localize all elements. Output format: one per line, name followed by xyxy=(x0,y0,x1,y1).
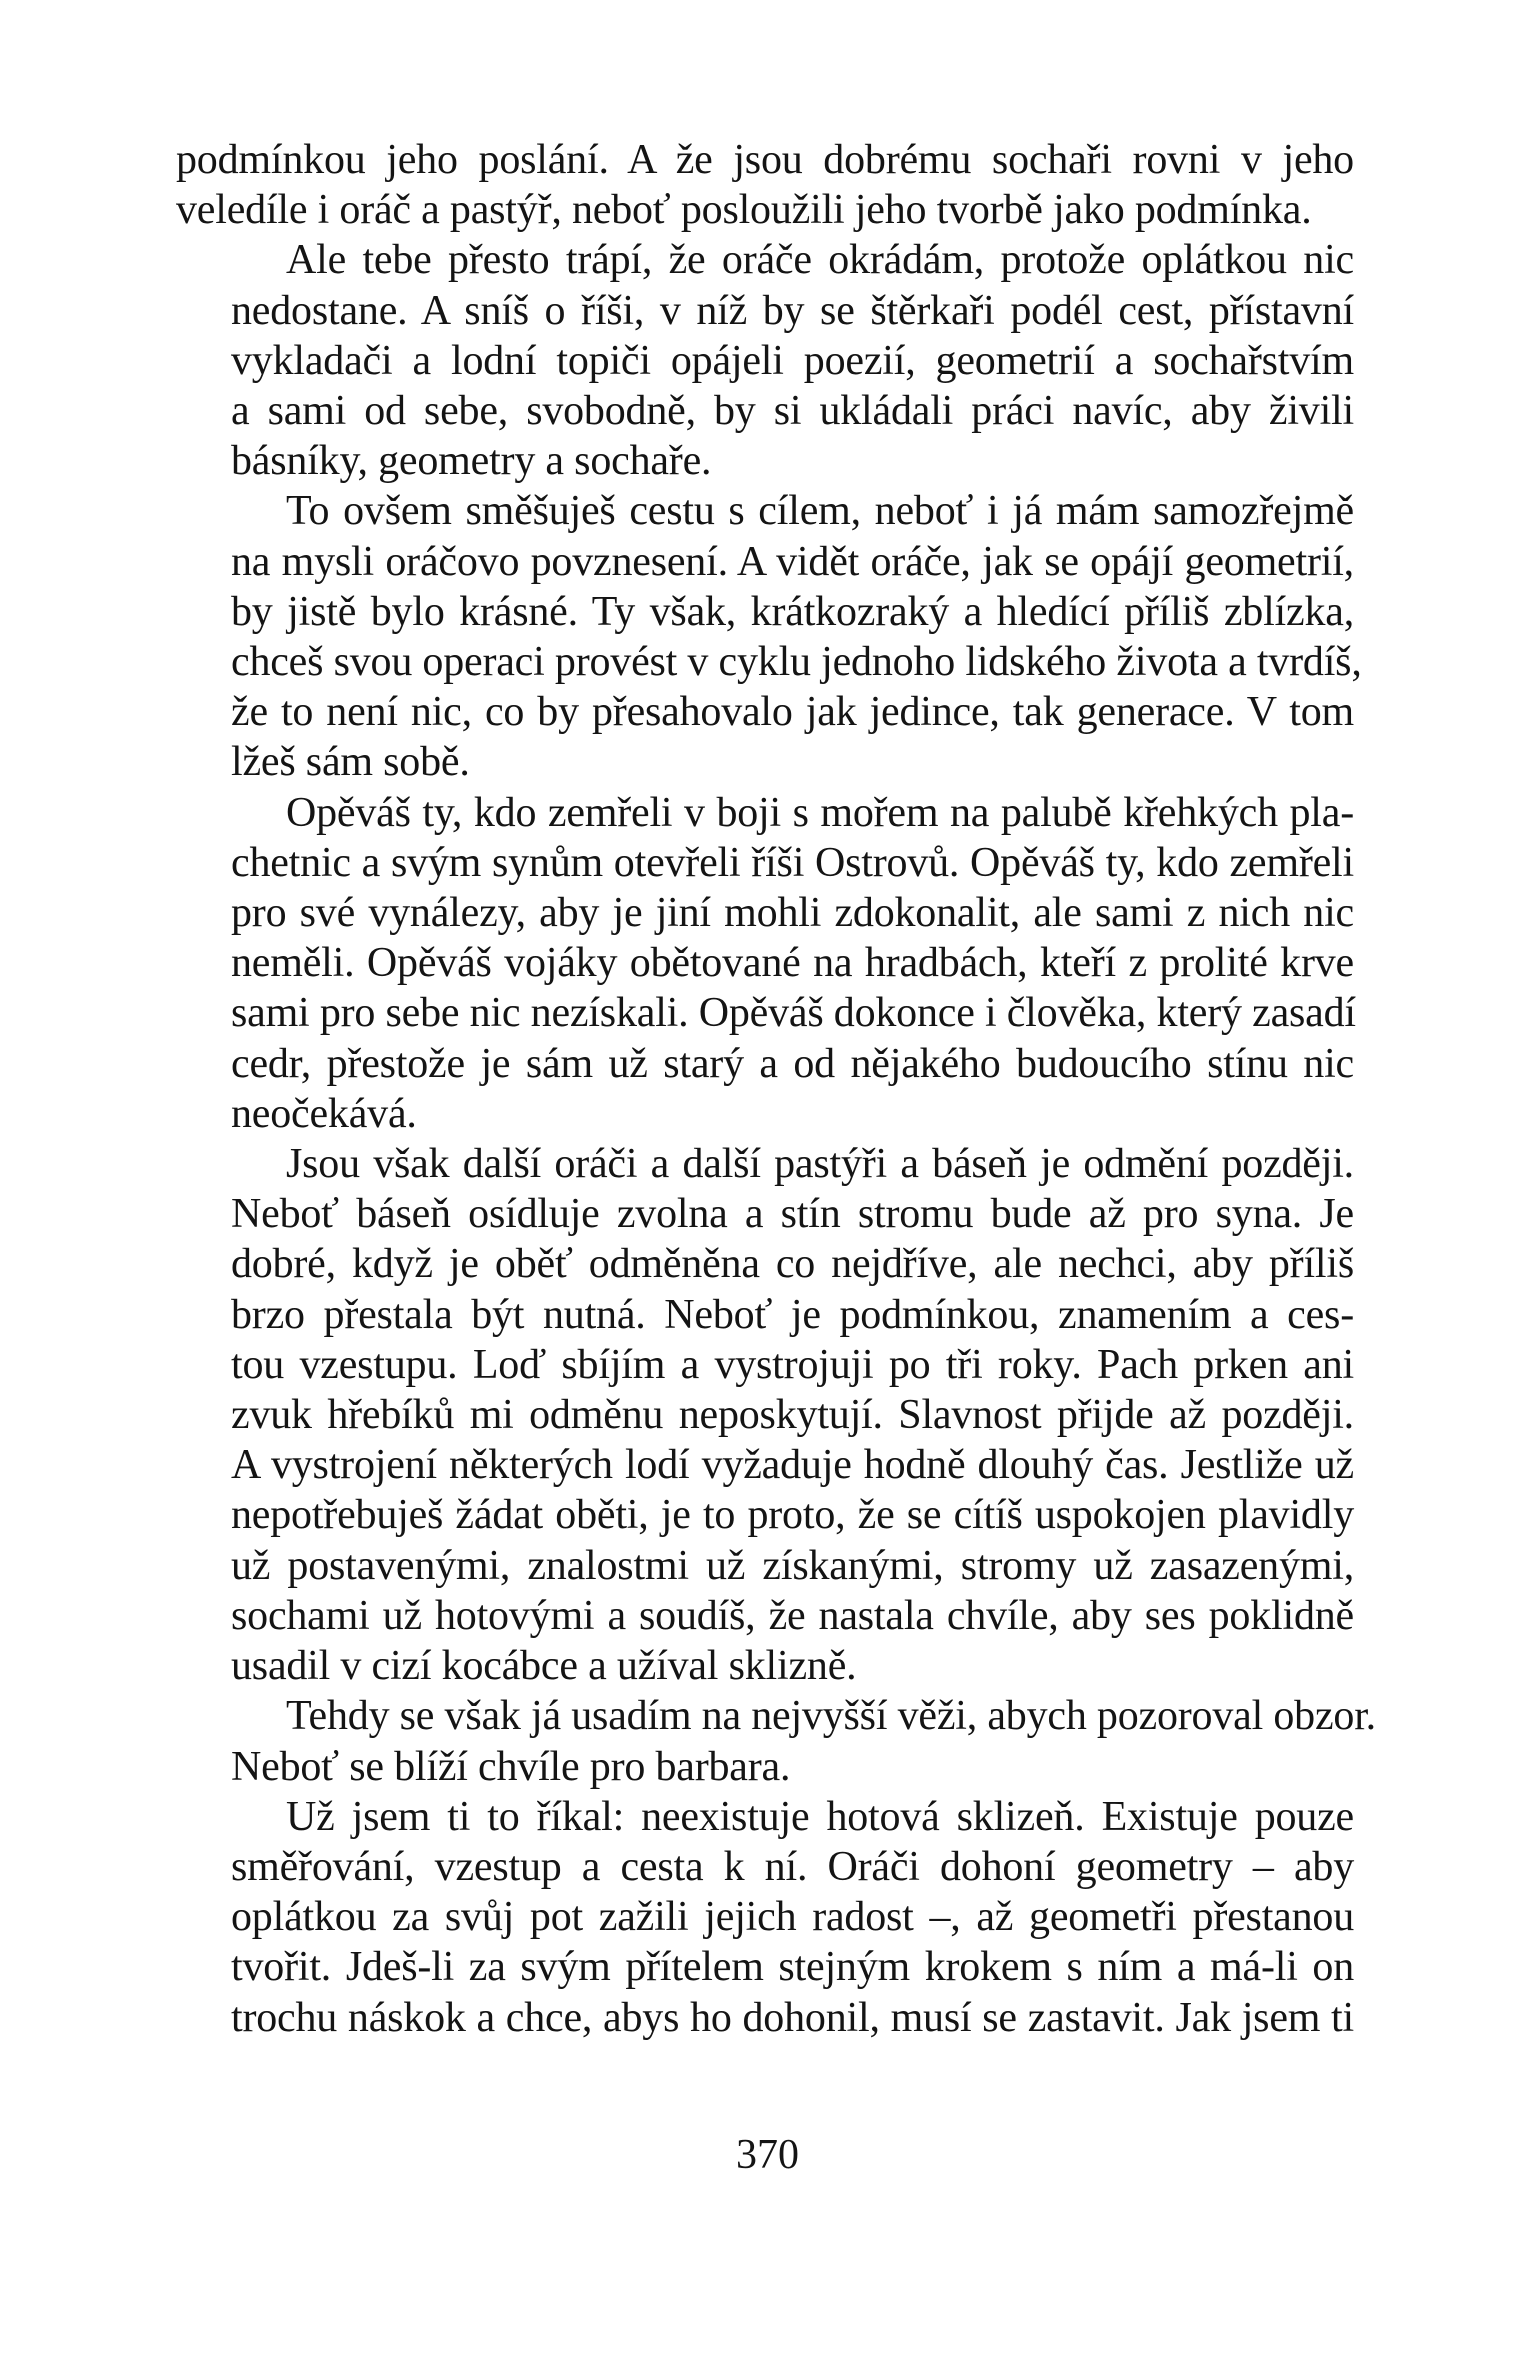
text-line: podmínkou jeho poslání. A že jsou dobrému sochaři rovni v jeho xyxy=(176,137,1354,183)
text-line: tvořit. Jdeš-li za svým přítelem stejným krokem s ním a má-li on xyxy=(231,1944,1354,1991)
text-line: dobré, když je oběť odměněna co nejdříve, ale nechci, aby příliš xyxy=(231,1241,1354,1288)
text-line: směřování, vzestup a cesta k ní. Oráči dohoní geometry – aby xyxy=(231,1843,1354,1890)
text-line: by jistě bylo krásné. Ty však, krátkozraký a hledící příliš zblízka, xyxy=(231,588,1354,635)
text-line: oplátkou za svůj pot zažili jejich radost –, až geometři přestanou xyxy=(231,1894,1354,1941)
text-line: brzo přestala být nutná. Neboť je podmínkou, znamením a ces- xyxy=(231,1291,1354,1338)
text-line: Neboť se blíží chvíle pro barbara. xyxy=(231,1743,791,1790)
text-line: sami pro sebe nic nezískali. Opěváš dokonce i člověka, který zasadí xyxy=(231,990,1356,1037)
text-line: chetnic a svým synům otevřeli říši Ostrovů. Opěváš ty, kdo zemřeli xyxy=(231,839,1354,886)
text-line: Neboť báseň osídluje zvolna a stín stromu bude až pro syna. Je xyxy=(231,1191,1354,1238)
text-line: trochu náskok a chce, abys ho dohonil, musí se zastavit. Jak jsem ti xyxy=(231,1994,1354,2041)
text-line: vykladači a lodní topiči opájeli poezií, geometrií a sochařstvím xyxy=(231,337,1354,384)
text-line: veledíle i oráč a pastýř, neboť posloužili jeho tvorbě jako podmínka. xyxy=(176,187,1312,234)
paragraph-6 xyxy=(176,1691,1376,1791)
text-line: lžeš sám sobě. xyxy=(231,739,470,786)
paragraph-5 xyxy=(176,1139,1354,1691)
text-line: A vystrojení některých lodí vyžaduje hodně dlouhý čas. Jestliže už xyxy=(231,1442,1354,1489)
text-line: Tehdy se však já usadím na nejvyšší věži, abych pozoroval obzor. xyxy=(286,1693,1376,1740)
paragraph-4 xyxy=(176,788,1354,1139)
text-line: nedostane. A sníš o říši, v níž by se štěrkaři podél cest, přístavní xyxy=(231,287,1354,334)
text-line: a sami od sebe, svobodně, by si ukládali práci navíc, aby živili xyxy=(231,388,1354,435)
text-line: básníky, geometry a sochaře. xyxy=(231,438,712,485)
text-line: Ale tebe přesto trápí, že oráče okrádám, protože oplátkou nic xyxy=(286,237,1354,284)
text-line: tou vzestupu. Loď sbíjím a vystrojuji po tři roky. Pach prken ani xyxy=(231,1341,1354,1388)
text-line: sochami už hotovými a soudíš, že nastala chvíle, aby ses poklidně xyxy=(231,1592,1354,1639)
paragraph-1 xyxy=(176,135,1354,235)
text-line: že to není nic, co by přesahovalo jak jedince, tak generace. V tom xyxy=(231,689,1354,736)
text-line: na mysli oráčovo povznesení. A vidět oráče, jak se opájí geometrií, xyxy=(231,538,1354,585)
text-line: To ovšem směšuješ cestu s cílem, neboť i já mám samozřejmě xyxy=(286,488,1354,535)
text-line: neměli. Opěváš vojáky obětované na hradbách, kteří z prolité krve xyxy=(231,940,1354,987)
paragraph-7 xyxy=(176,1792,1354,2043)
text-line: cedr, přestože je sám už starý a od nějakého budoucího stínu nic xyxy=(231,1040,1354,1087)
text-line: chceš svou operaci provést v cyklu jednoho lidského života a tvrdíš, xyxy=(231,639,1362,686)
text-line: už postavenými, znalostmi už získanými, stromy už zasazenými, xyxy=(231,1542,1354,1589)
text-line: Jsou však další oráči a další pastýři a báseň je odmění později. xyxy=(286,1141,1354,1188)
paragraph-2 xyxy=(176,235,1354,486)
text-line: pro své vynálezy, aby je jiní mohli zdokonalit, ale sami z nich nic xyxy=(231,890,1354,937)
body-text xyxy=(176,135,1376,2043)
text-line: Už jsem ti to říkal: neexistuje hotová sklizeň. Existuje pouze xyxy=(286,1793,1354,1840)
text-line: usadil v cizí kocábce a užíval sklizně. xyxy=(231,1643,857,1690)
text-line: neočekává. xyxy=(231,1090,417,1137)
text-line: zvuk hřebíků mi odměnu neposkytují. Slavnost přijde až později. xyxy=(231,1392,1354,1439)
paragraph-3 xyxy=(176,486,1362,787)
page-number: 370 xyxy=(736,2132,799,2178)
text-line: Opěváš ty, kdo zemřeli v boji s mořem na palubě křehkých pla- xyxy=(286,789,1354,836)
text-line: nepotřebuješ žádat oběti, je to proto, že se cítíš uspokojen plavidly xyxy=(231,1492,1354,1539)
